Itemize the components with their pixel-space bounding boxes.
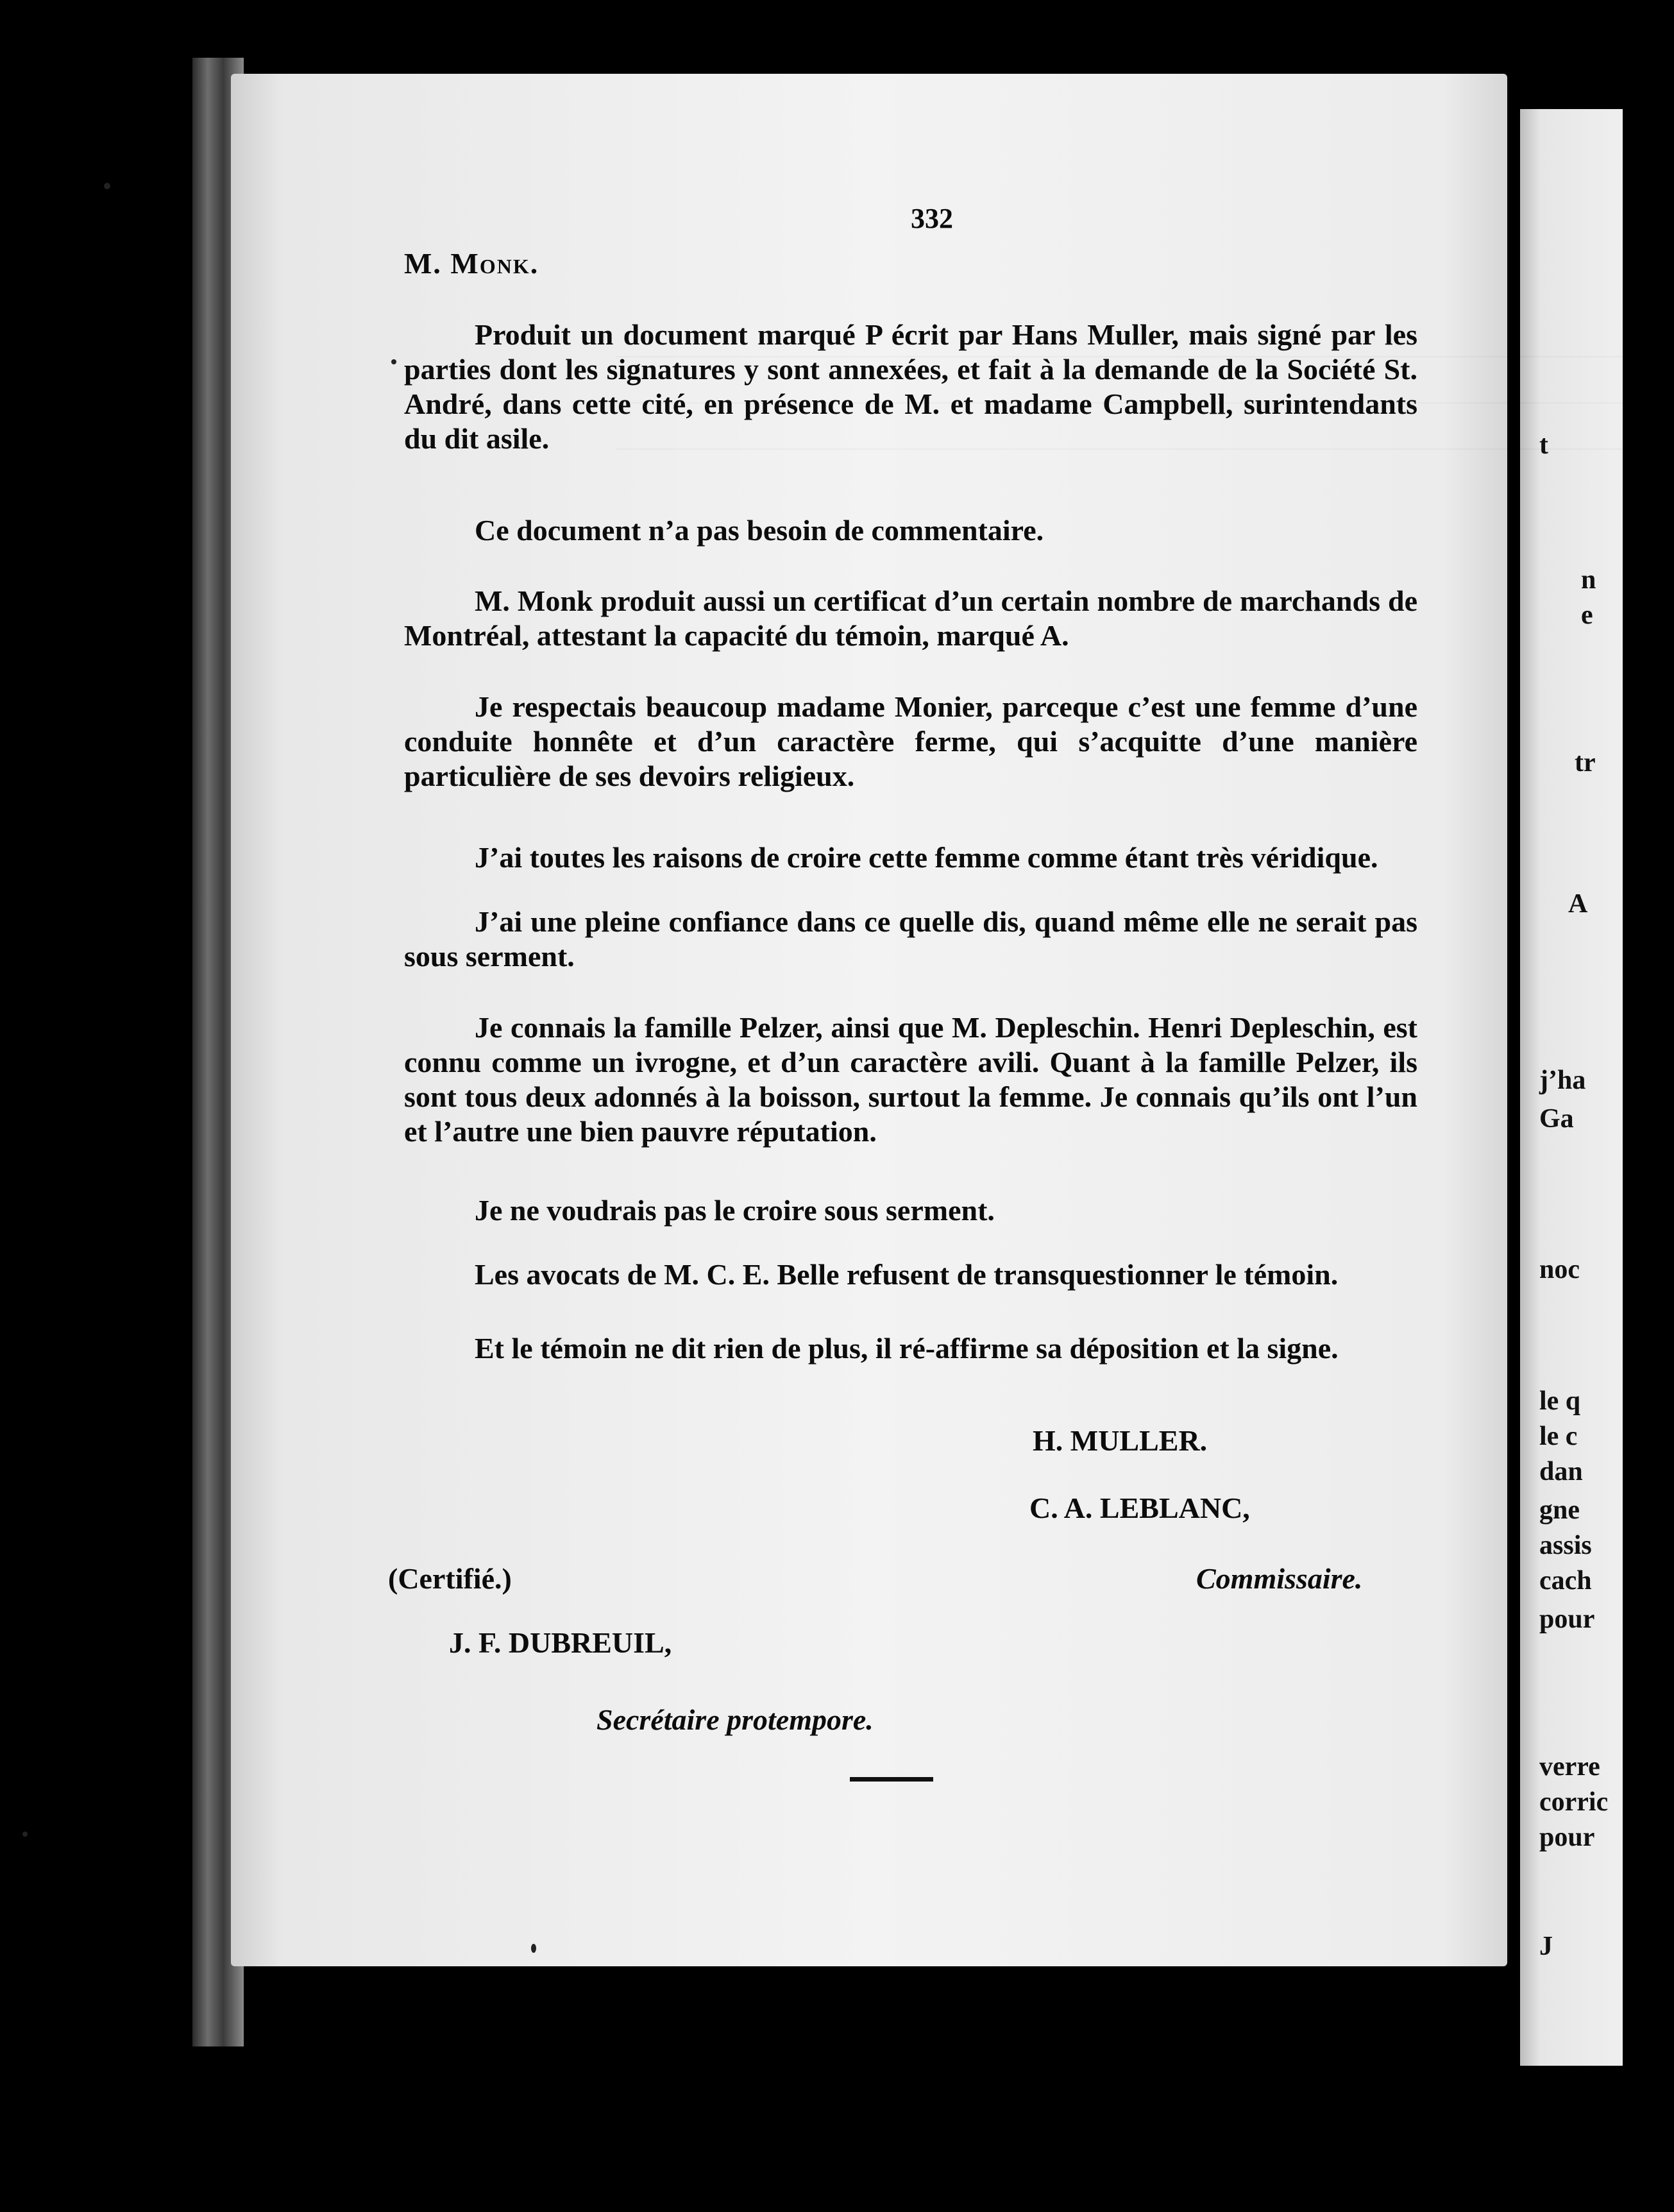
adjacent-page-edge [1520, 109, 1623, 2066]
speaker-heading: M. Monk. [404, 247, 539, 280]
paragraph: J’ai toutes les raisons de croire cette femme comme étant très véridique. [475, 841, 1378, 874]
paragraph: Produit un document marqué P écrit par Hans Muller, mais signé par les parties dont les signatures y sont annexées, et fait à la demande de la Société St. André, dans cette cité, en présence de M. et madame Campbell, surintendants du dit asile. [404, 318, 1417, 455]
page-number: 332 [911, 203, 953, 234]
fragment: le q [1539, 1386, 1581, 1416]
witness-signature: H. MULLER. [1033, 1424, 1208, 1457]
fragment: tr [1575, 748, 1596, 778]
fragment: j’ha [1539, 1066, 1586, 1095]
fragment: J [1539, 1932, 1553, 1961]
fragment: A [1568, 889, 1588, 919]
fragment: le c [1539, 1422, 1578, 1451]
paragraph: Je ne voudrais pas le croire sous serment. [475, 1194, 995, 1227]
fragment: pour [1539, 1823, 1595, 1852]
ink-speck [391, 359, 396, 364]
paragraph: Je connais la famille Pelzer, ainsi que M. Depleschin. Henri Depleschin, est connu comme un ivrogne, et d’un caractère avili. Quant à la famille Pelzer, ils sont tous deux adonnés à la boisson, surtout la femme. Je connais qu’ils ont l’un et l’autre une bien pauvre réputation. [404, 1011, 1417, 1148]
fragment: Ga [1539, 1104, 1574, 1134]
commissioner-title: Commissaire. [1196, 1562, 1363, 1595]
secretary-title: Secrétaire protempore. [596, 1703, 874, 1736]
fragment: t [1539, 430, 1548, 460]
certified-label: (Certifié.) [388, 1562, 512, 1595]
secretary-name: J. F. DUBREUIL, [449, 1626, 672, 1659]
ink-speck [531, 1944, 536, 1953]
closing-rule [850, 1777, 933, 1782]
fragment: assis [1539, 1531, 1592, 1560]
fragment: gne [1539, 1495, 1580, 1525]
fragment: dan [1539, 1457, 1583, 1486]
paragraph: J’ai une pleine confiance dans ce quelle dis, quand même elle ne serait pas sous serment. [404, 905, 1417, 973]
dust-speck [104, 183, 110, 189]
paragraph: M. Monk produit aussi un certificat d’un certain nombre de marchands de Montréal, attestant la capacité du témoin, marqué A. [404, 584, 1417, 652]
paragraph: Ce document n’a pas besoin de commentaire. [475, 514, 1044, 547]
fragment: noc [1539, 1255, 1580, 1284]
fragment: n [1581, 565, 1596, 595]
paragraph: Je respectais beaucoup madame Monier, parceque c’est une femme d’une conduite honnête et d’un caractère ferme, qui s’acquitte d’une manière particulière de ses devoirs religieux. [404, 690, 1417, 792]
fragment: cach [1539, 1566, 1592, 1595]
fragment: pour [1539, 1604, 1595, 1634]
paragraph: Les avocats de M. C. E. Belle refusent de transquestionner le témoin. [475, 1258, 1339, 1291]
fragment: e [1581, 600, 1593, 630]
paragraph: Et le témoin ne dit rien de plus, il ré-affirme sa déposition et la signe. [475, 1332, 1339, 1365]
dust-speck [22, 1832, 28, 1837]
fragment: verre [1539, 1752, 1600, 1782]
commissioner-name: C. A. LEBLANC, [1029, 1492, 1250, 1524]
fragment: corric [1539, 1787, 1609, 1817]
